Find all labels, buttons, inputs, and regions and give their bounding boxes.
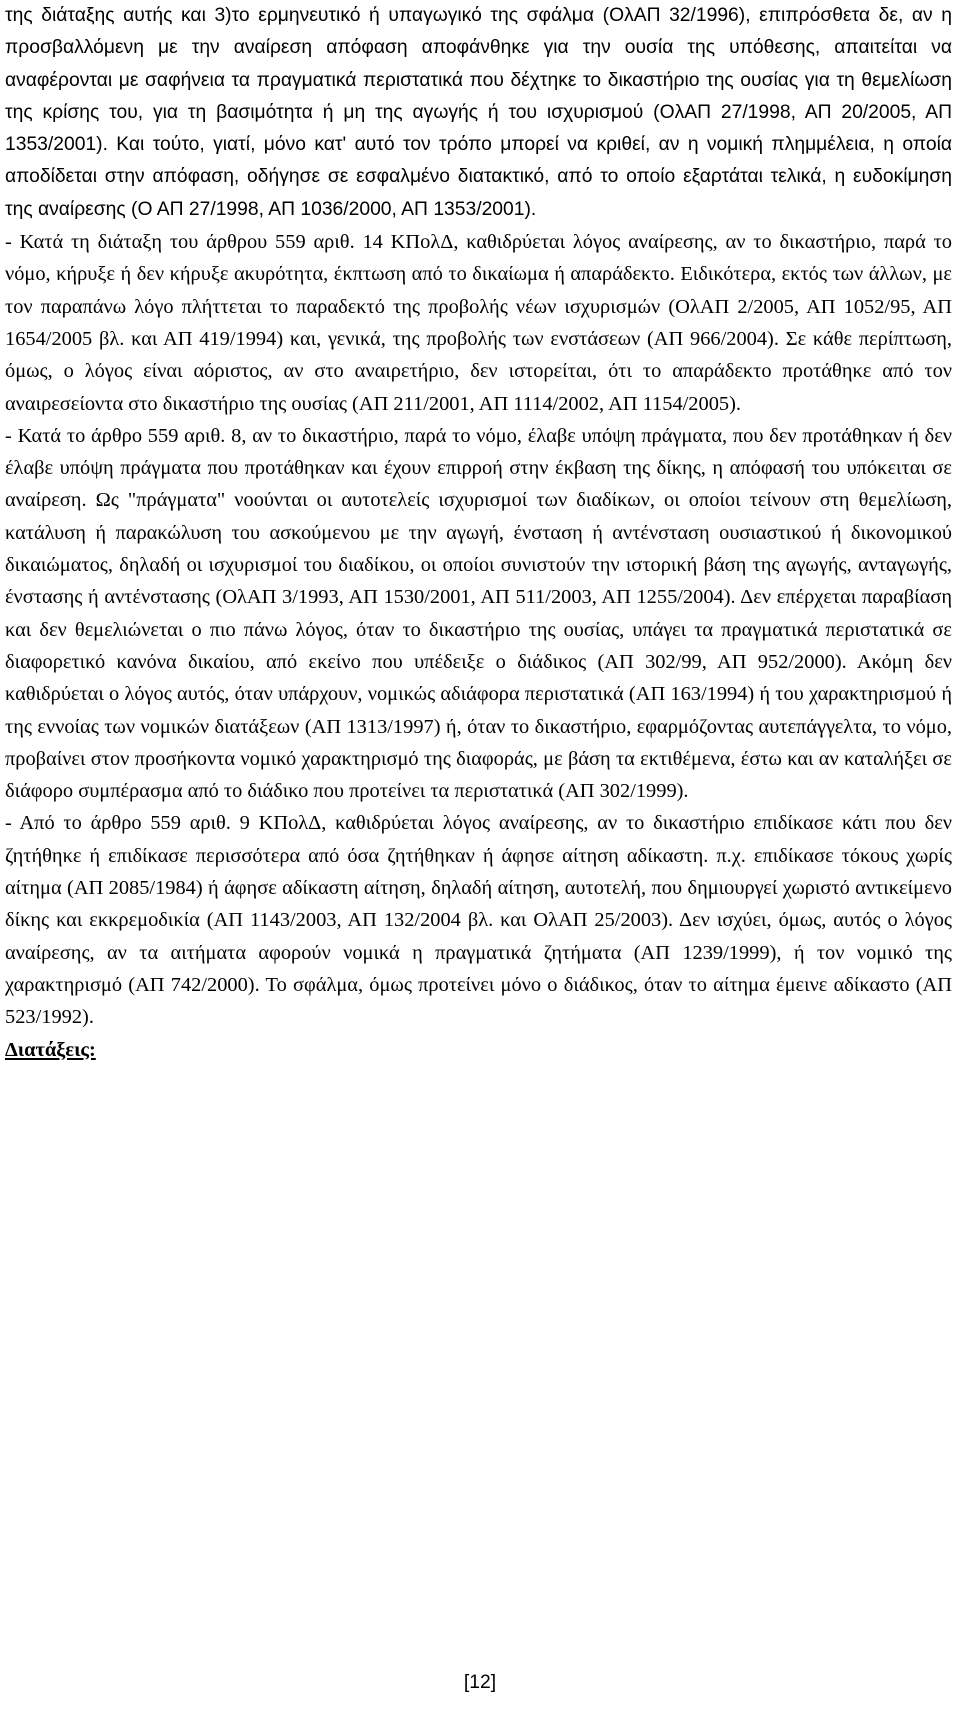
paragraph-article-559-14: - Κατά τη διάταξη του άρθρου 559 αριθ. 14 ΚΠολΔ, καθιδρύεται λόγος αναίρεσης, αν το δικαστήριο, παρά το νόμο, κήρυξε ή δεν κήρυξε ακυρότητα, έκπτωση από το δικαίωμα ή απαράδεκτο. Ειδικότερα, εκτός των άλλων, με τον παραπάνω λόγο πλήττεται το παραδεκτό της προβολής νέων ισχυρισμών (ΟλΑΠ 2/2005, ΑΠ 1052/95, ΑΠ 1654/2005 βλ. και ΑΠ 419/1994) και, γενικά, της προβολής των ενστάσεων (ΑΠ 966/2004). Σε κάθε περίπτωση, όμως, ο λόγος είναι αόριστος, αν στο αναιρετήριο, δεν ιστορείται, ότι το απαράδεκτο προτάθηκε από τον αναιρεσείοντα στο δικαστήριο της ουσίας (ΑΠ 211/2001, ΑΠ 1114/2002, ΑΠ 1154/2005). [5, 231, 952, 415]
paragraph-cassation-grounds-intro: της διάταξης αυτής και 3)το ερμηνευτικό ή υπαγωγικό της σφάλμα (ΟλΑΠ 32/1996), επιπρόσθετα δε, αν η προσβαλλόμενη με την αναίρεση απόφαση αποφάνθηκε για την ουσία της υπόθεσης, απαιτείται να αναφέρονται με σαφήνεια τα πραγματικά περιστατικά που δέχτηκε το δικαστήριο της ουσίας για τη θεμελίωση της κρίσης του, για τη βασιμότητα ή μη της αγωγής ή του ισχυρισμού (ΟλΑΠ 27/1998, ΑΠ 20/2005, ΑΠ 1353/2001). Και τούτο, γιατί, μόνο κατ' αυτό τον τρόπο μπορεί να κριθεί, αν η νομική πλημμέλεια, η οποία αποδίδεται στην απόφαση, οδήγησε σε εσφαλμένο διατακτικό, από το οποίο εξαρτάται τελικά, η ευδοκίμηση της αναίρεσης (Ο ΑΠ 27/1998, ΑΠ 1036/2000, ΑΠ 1353/2001). [5, 5, 952, 220]
paragraph-article-559-8: - Κατά το άρθρο 559 αριθ. 8, αν το δικαστήριο, παρά το νόμο, έλαβε υπόψη πράγματα, που δεν προτάθηκαν ή δεν έλαβε υπόψη πράγματα που προτάθηκαν και έχουν επιρροή στην έκβαση της δίκης, η απόφασή του υπόκειται σε αναίρεση. Ως "πράγματα" νοούνται οι αυτοτελείς ισχυρισμοί των διαδίκων, οι οποίοι τείνουν στη θεμελίωση, κατάλυση ή παρακώλυση του ασκούμενου με την αγωγή, ένσταση ή αντένσταση ουσιαστικού ή δικονομικού δικαιώματος, δηλαδή οι ισχυρισμοί του διαδίκου, οι οποίοι συνιστούν την ιστορική βάση της αγωγής, ανταγωγής, ένστασης ή αντένστασης (ΟλΑΠ 3/1993, ΑΠ 1530/2001, ΑΠ 511/2003, ΑΠ 1255/2004). Δεν επέρχεται παραβίαση και δεν θεμελιώνεται ο πιο πάνω λόγος, όταν το δικαστήριο της ουσίας, υπάγει τα πραγματικά περιστατικά σε διαφορετικό κανόνα δικαίου, από εκείνο που υπέδειξε ο διάδικος (ΑΠ 302/99, ΑΠ 952/2000). Ακόμη δεν καθιδρύεται ο λόγος αυτός, όταν υπάρχουν, νομικώς αδιάφορα περιστατικά (ΑΠ 163/1994) ή του χαρακτηρισμού ή της εννοίας των νομικών διατάξεων (ΑΠ 1313/1997) ή, όταν το δικαστήριο, εφαρμόζοντας αυτεπάγγελτα, το νόμο, προβαίνει στον προσήκοντα νομικό χαρακτηρισμό της διαφοράς, με βάση τα εκτιθέμενα, έστω και αν καταλήξει σε διάφορο συμπέρασμα από το διάδικο που προτείνει τα περιστατικά (ΑΠ 302/1999). [5, 424, 952, 803]
page-number: [12] [463, 1672, 497, 1693]
document-body [5, 0, 952, 1066]
paragraph-article-559-9: - Από το άρθρο 559 αριθ. 9 ΚΠολΔ, καθιδρύεται λόγος αναίρεσης, αν το δικαστήριο επιδίκασε κάτι που δεν ζητήθηκε ή επιδίκασε περισσότερα από όσα ζητήθηκαν ή άφησε αίτηση αδίκαστη. π.χ. επιδίκασε τόκους χωρίς αίτημα (ΑΠ 2085/1984) ή άφησε αδίκαστη αίτηση, δηλαδή αίτηση, αυτοτελή, που δημιουργεί χωριστό αντικείμενο δίκης και εκκρεμοδικία (ΑΠ 1143/2003, ΑΠ 132/2004 βλ. και ΟλΑΠ 25/2003). Δεν ισχύει, όμως, αυτός ο λόγος αναίρεσης, αν τα αιτήματα αφορούν νομικά η πραγματικά ζητήματα (ΑΠ 1239/1999), ή τον νομικό της χαρακτηρισμό (ΑΠ 742/2000). Το σφάλμα, όμως προτείνει μόνο ο διάδικος, όταν το αίτημα έμεινε αδίκαστο (ΑΠ 523/1992). [5, 812, 952, 1029]
section-heading-provisions: Διατάξεις: [5, 1038, 96, 1061]
